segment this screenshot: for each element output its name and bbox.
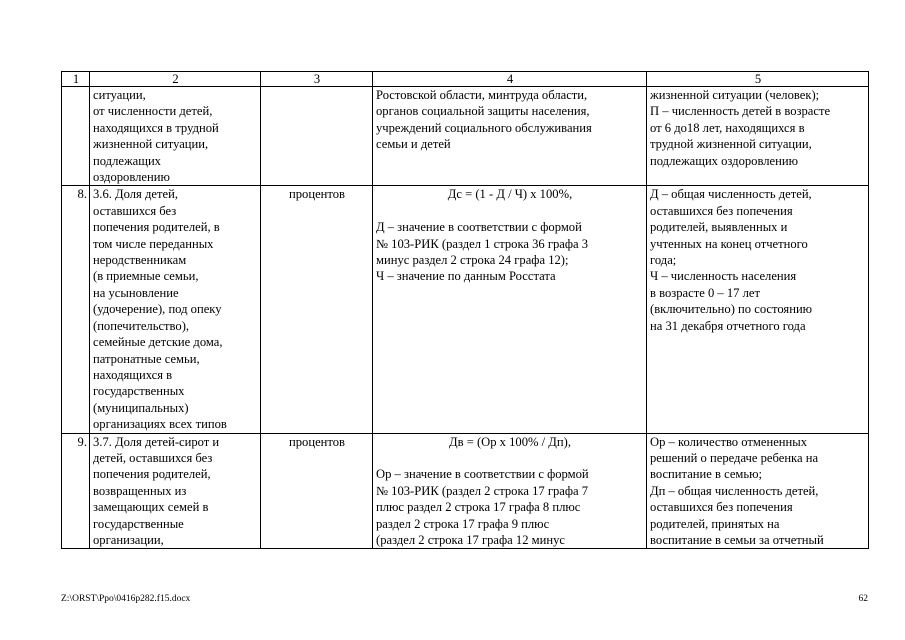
text-line: жизненной ситуации,	[93, 137, 209, 152]
text-line: возвращенных из	[93, 483, 187, 498]
text-line: на 31 декабря отчетного года	[650, 318, 806, 333]
text-line: государственных	[93, 384, 185, 399]
file-path: Z:\ORST\Ppo\0416p282.f15.docx	[61, 594, 191, 604]
text-line: решений о передаче ребенка на	[650, 450, 819, 465]
method-cell	[373, 87, 647, 186]
text-line: П – численность детей в возрасте	[650, 104, 831, 119]
text-line: подлежащих	[93, 153, 161, 168]
text-line: государственные	[93, 516, 184, 531]
spacer	[376, 450, 644, 466]
method-cell	[373, 433, 647, 549]
unit-cell: процентов	[261, 433, 373, 549]
text-line: № 103-РИК (раздел 2 строка 17 графа 7	[376, 483, 589, 498]
method-cell	[373, 186, 647, 433]
text-line: в возрасте 0 – 17 лет	[650, 285, 760, 300]
text-line: оздоровлению	[93, 170, 170, 185]
description-cell	[647, 87, 869, 186]
text-line: плюс раздел 2 строка 17 графа 8 плюс	[376, 500, 581, 515]
text-line: (попечительство),	[93, 318, 190, 333]
text-line: родителей, принятых на	[650, 516, 780, 531]
spacer	[376, 203, 644, 219]
text-line: родителей, выявленных и	[650, 220, 788, 235]
text-line: № 103-РИК (раздел 1 строка 36 графа 3	[376, 236, 589, 251]
text-line: от численности детей,	[93, 104, 213, 119]
text-line: попечения родителей,	[93, 467, 211, 482]
text-line: учреждений социального обслуживания	[376, 120, 592, 135]
row-number-cell: 8.	[62, 186, 90, 433]
row-number-cell: 9.	[62, 433, 90, 549]
indicator-name-cell	[90, 87, 261, 186]
header-cell-3: 3	[261, 72, 373, 87]
text-line: трудной жизненной ситуации,	[650, 137, 812, 152]
header-cell-4: 4	[373, 72, 647, 87]
text-line: ситуации,	[93, 88, 146, 102]
text-line: том числе переданных	[93, 236, 214, 251]
formula: Дв = (Ор х 100% / Дп),	[449, 434, 571, 449]
text-line: органов социальной защиты населения,	[376, 104, 590, 119]
text-line: неродственникам	[93, 253, 187, 268]
text-line: находящихся в трудной	[93, 120, 219, 135]
text-line: патронатные семьи,	[93, 351, 200, 366]
unit-cell	[261, 87, 373, 186]
text-line: подлежащих оздоровлению	[650, 153, 799, 168]
unit-cell: процентов	[261, 186, 373, 433]
text-line: раздел 2 строка 17 графа 9 плюс	[376, 516, 550, 531]
text-line: на усыновление	[93, 285, 179, 300]
table-row-9	[62, 433, 869, 549]
text-line: семьи и детей	[376, 137, 451, 152]
header-cell-5: 5	[647, 72, 869, 87]
text-line: замещающих семей в	[93, 500, 209, 515]
indicator-name-cell	[90, 433, 261, 549]
table-row-8	[62, 186, 869, 433]
text-line: Ч – значение по данным Росстата	[376, 269, 556, 284]
text-line: попечения родителей, в	[93, 220, 220, 235]
text-line: организации,	[93, 532, 164, 547]
indicator-name-cell	[90, 186, 261, 433]
page-number: 62	[858, 594, 868, 604]
text-line: учтенных на конец отчетного	[650, 236, 808, 251]
text-line: организациях всех типов	[93, 417, 227, 432]
text-line: Д – общая численность детей,	[650, 187, 812, 202]
text-line: (включительно) по состоянию	[650, 302, 813, 317]
text-line: оставшихся без попечения	[650, 500, 793, 515]
text-line: 3.6. Доля детей,	[93, 187, 178, 202]
header-cell-2: 2	[90, 72, 261, 87]
text-line: Ор – количество отмененных	[650, 434, 808, 449]
text-line: воспитание в семью;	[650, 467, 763, 482]
text-line: Дп – общая численность детей,	[650, 483, 819, 498]
table-row-continuation	[62, 87, 869, 186]
text-line: (муниципальных)	[93, 400, 189, 415]
formula: Дс = (1 - Д / Ч) х 100%,	[447, 187, 573, 202]
text-line: Ростовской области, минтруда области,	[376, 88, 588, 102]
text-line: Ч – численность населения	[650, 269, 797, 284]
text-line: (удочерение), под опеку	[93, 302, 222, 317]
text-line: оставшихся без попечения	[650, 203, 793, 218]
description-cell	[647, 186, 869, 433]
text-line: оставшихся без	[93, 203, 177, 218]
text-line: Д – значение в соответствии с формой	[376, 220, 582, 235]
text-line: воспитание в семьи за отчетный	[650, 532, 824, 547]
row-number-cell	[62, 87, 90, 186]
header-cell-1: 1	[62, 72, 90, 87]
text-line: года;	[650, 253, 677, 268]
text-line: 3.7. Доля детей-сирот и	[93, 434, 220, 449]
text-line: детей, оставшихся без	[93, 450, 213, 465]
text-line: семейные детские дома,	[93, 335, 223, 350]
text-line: от 6 до18 лет, находящихся в	[650, 120, 805, 135]
text-line: (в приемные семьи,	[93, 269, 199, 284]
text-line: находящихся в	[93, 367, 173, 382]
text-line: жизненной ситуации (человек);	[650, 88, 820, 102]
table-header-row	[62, 72, 869, 87]
text-line: Ор – значение в соответствии с формой	[376, 467, 589, 482]
description-cell	[647, 433, 869, 549]
text-line: (раздел 2 строка 17 графа 12 минус	[376, 532, 565, 547]
text-line: минус раздел 2 строка 24 графа 12);	[376, 253, 569, 268]
indicator-table	[61, 71, 869, 549]
